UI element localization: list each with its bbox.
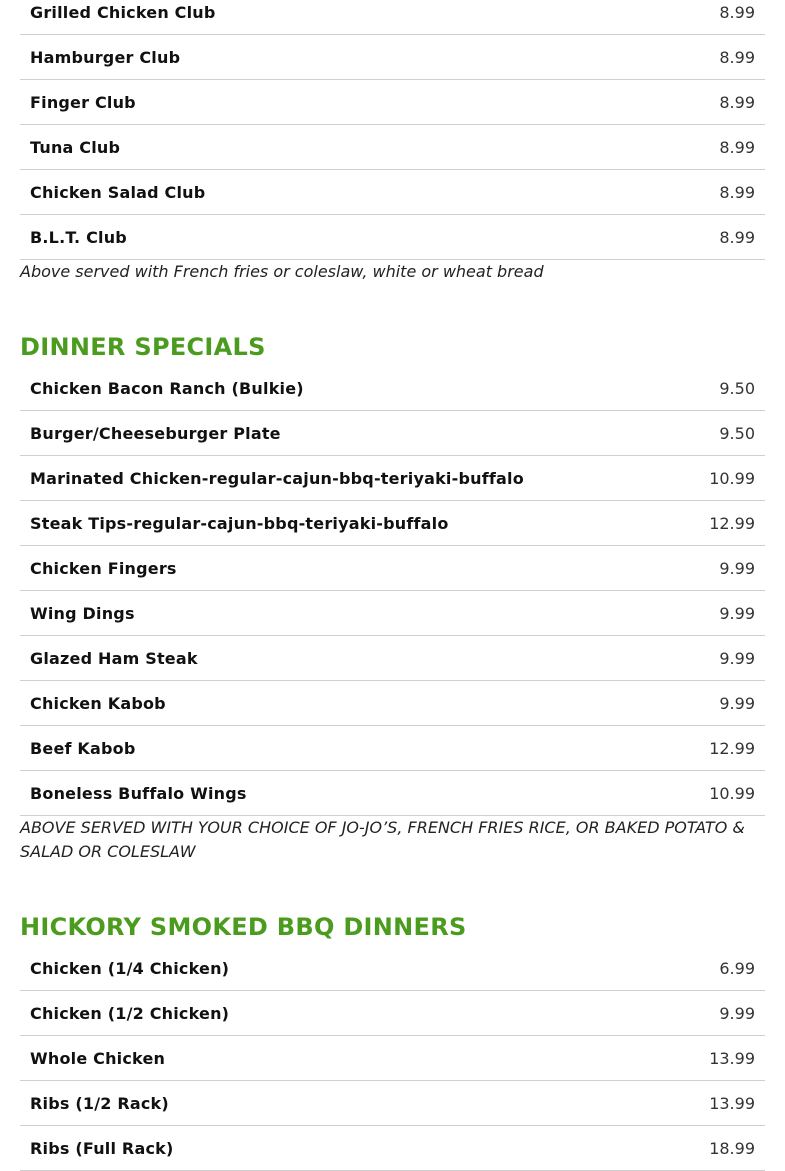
menu-item-price: 8.99	[719, 92, 755, 112]
section-heading: DINNER SPECIALS	[20, 333, 266, 361]
section-note: Above served with French fries or coleslaw, white or wheat bread	[20, 262, 544, 281]
menu-item-price: 13.99	[709, 1048, 755, 1068]
menu-item-price: 18.99	[709, 1138, 755, 1158]
dinner-specials-section	[20, 333, 765, 864]
club-section	[20, 0, 765, 284]
menu-item-price: 9.99	[719, 648, 755, 668]
menu-item-row	[20, 1081, 765, 1126]
menu-item-row	[20, 366, 765, 411]
menu-item-name: Tuna Club	[30, 137, 121, 157]
menu-item-name: Chicken (1/2 Chicken)	[30, 1003, 230, 1023]
menu-item-price: 6.99	[719, 958, 755, 978]
menu-item-name: Ribs (1/2 Rack)	[30, 1093, 169, 1113]
menu-item-name: Steak Tips-regular-cajun-bbq-teriyaki-buffalo	[30, 513, 449, 533]
menu-item-row	[20, 501, 765, 546]
menu-item-name: Ribs (Full Rack)	[30, 1138, 174, 1158]
menu-item-row	[20, 0, 765, 35]
menu-item-name: Whole Chicken	[30, 1048, 166, 1068]
menu-item-row	[20, 681, 765, 726]
menu-item-name: Chicken Kabob	[30, 693, 166, 713]
menu-item-row	[20, 991, 765, 1036]
menu-item-price: 12.99	[709, 738, 755, 758]
menu-item-row	[20, 411, 765, 456]
menu-item-row	[20, 946, 765, 991]
menu-item-price: 9.99	[719, 558, 755, 578]
menu-item-price: 9.50	[719, 423, 755, 443]
menu-item-row	[20, 456, 765, 501]
menu-item-price: 8.99	[719, 47, 755, 67]
menu-item-row	[20, 591, 765, 636]
menu-item-row	[20, 726, 765, 771]
menu-item-price: 12.99	[709, 513, 755, 533]
menu-item-name: Chicken Salad Club	[30, 182, 206, 202]
menu-item-row	[20, 215, 765, 260]
menu-item-name: Chicken Fingers	[30, 558, 177, 578]
menu-item-row	[20, 125, 765, 170]
menu-item-row	[20, 546, 765, 591]
menu-item-name: B.L.T. Club	[30, 227, 127, 247]
menu-item-row	[20, 80, 765, 125]
menu-page	[20, 0, 765, 1171]
menu-item-row	[20, 1126, 765, 1171]
menu-item-row	[20, 35, 765, 80]
menu-item-price: 10.99	[709, 468, 755, 488]
bbq-dinners-section	[20, 913, 765, 1171]
menu-item-name: Boneless Buffalo Wings	[30, 783, 247, 803]
menu-item-name: Hamburger Club	[30, 47, 181, 67]
section-heading: HICKORY SMOKED BBQ DINNERS	[20, 913, 467, 941]
menu-item-name: Glazed Ham Steak	[30, 648, 198, 668]
menu-item-name: Marinated Chicken-regular-cajun-bbq-teriyaki-buffalo	[30, 468, 524, 488]
menu-item-price: 8.99	[719, 227, 755, 247]
menu-item-price: 9.99	[719, 693, 755, 713]
menu-item-row	[20, 636, 765, 681]
menu-item-row	[20, 1036, 765, 1081]
menu-item-row	[20, 170, 765, 215]
menu-item-name: Burger/Cheeseburger Plate	[30, 423, 281, 443]
menu-item-row	[20, 771, 765, 816]
menu-item-name: Beef Kabob	[30, 738, 136, 758]
menu-item-name: Finger Club	[30, 92, 136, 112]
menu-item-price: 9.50	[719, 378, 755, 398]
menu-item-price: 8.99	[719, 2, 755, 22]
menu-item-name: Chicken Bacon Ranch (Bulkie)	[30, 378, 304, 398]
menu-item-name: Wing Dings	[30, 603, 135, 623]
menu-item-price: 8.99	[719, 137, 755, 157]
menu-item-name: Chicken (1/4 Chicken)	[30, 958, 230, 978]
menu-item-price: 8.99	[719, 182, 755, 202]
section-note: ABOVE SERVED WITH YOUR CHOICE OF JO-JO’S, FRENCH FRIES RICE, OR BAKED POTATO & SALAD OR COLESLAW	[20, 818, 745, 861]
menu-item-price: 13.99	[709, 1093, 755, 1113]
menu-item-name: Grilled Chicken Club	[30, 2, 216, 22]
menu-item-price: 9.99	[719, 603, 755, 623]
menu-item-price: 9.99	[719, 1003, 755, 1023]
menu-item-price: 10.99	[709, 783, 755, 803]
